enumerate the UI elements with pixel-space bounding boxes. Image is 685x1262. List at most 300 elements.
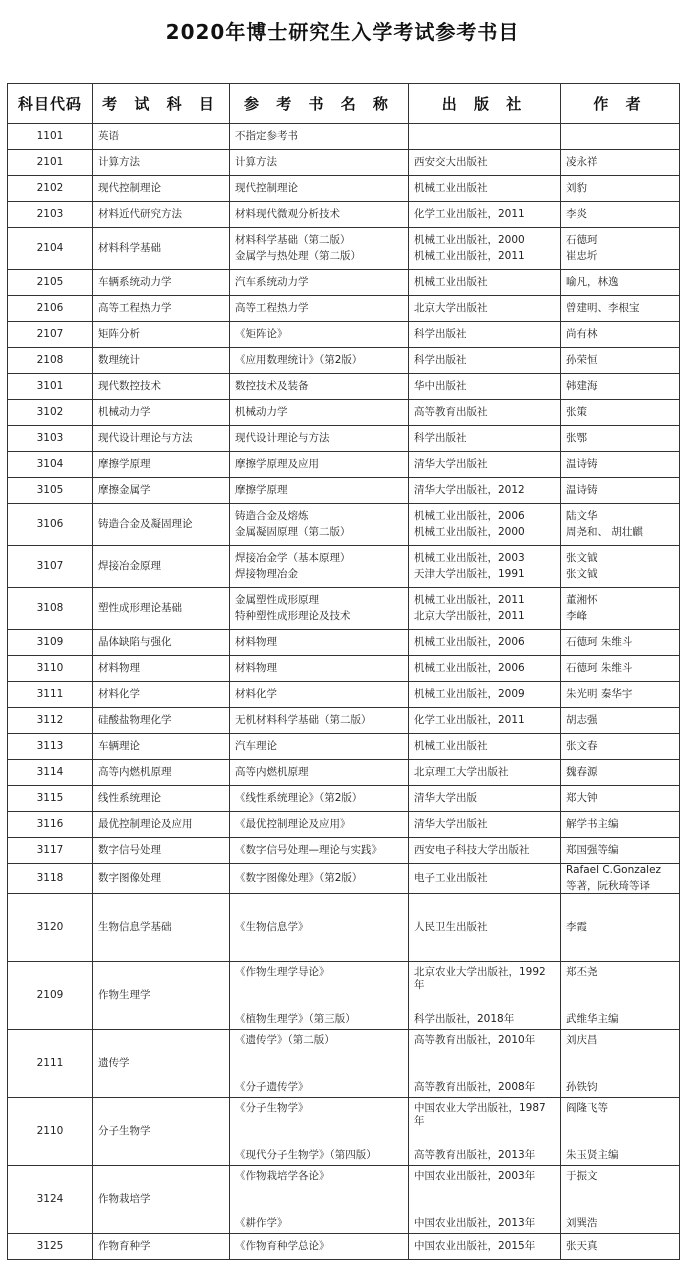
subject-name-cell: 晶体缺陷与强化 [93, 630, 230, 656]
table-row [8, 504, 680, 546]
publisher-cell [409, 1030, 561, 1098]
subject-code-cell: 2105 [8, 270, 93, 296]
publisher-line: 北京理工大学出版社 [414, 766, 509, 778]
book-title-cell [230, 322, 409, 348]
table-header-row [8, 84, 680, 124]
publisher-cell [409, 504, 561, 546]
book-line: 《最优控制理论及应用》 [235, 818, 351, 830]
author-line: 郑大钟 [566, 792, 598, 804]
book-line: 《数字信号处理—理论与实践》 [235, 844, 382, 856]
reference-book-table [7, 83, 680, 1260]
subject-code-cell: 3104 [8, 452, 93, 478]
table-row [8, 1030, 680, 1098]
subject-name-cell: 生物信息学基础 [93, 894, 230, 962]
author-cell [561, 588, 680, 630]
table-row [8, 1234, 680, 1260]
subject-code-cell: 2104 [8, 228, 93, 270]
table-row [8, 682, 680, 708]
author-cell [561, 202, 680, 228]
book-title-cell [230, 1030, 409, 1098]
publisher-cell [409, 708, 561, 734]
book-line: 材料物理 [235, 636, 277, 648]
book-title-cell [230, 962, 409, 1030]
book-line: 金属学与热处理（第二版） [235, 250, 361, 262]
publisher-line: 科学出版社，2018年 [414, 1012, 515, 1025]
subject-name-cell: 车辆理论 [93, 734, 230, 760]
publisher-line: 北京大学出版社，2011 [414, 610, 525, 622]
author-line: 于振文 [566, 1169, 598, 1182]
subject-name-cell: 作物生理学 [93, 962, 230, 1030]
publisher-cell [409, 452, 561, 478]
publisher-cell [409, 228, 561, 270]
publisher-line: 机械工业出版社 [414, 740, 488, 752]
book-line: 计算方法 [235, 156, 277, 168]
author-cell [561, 348, 680, 374]
book-line: 材料现代微观分析技术 [235, 208, 340, 220]
book-title-cell [230, 1098, 409, 1166]
subject-name-cell: 材料物理 [93, 656, 230, 682]
book-line: 《作物生理学导论》 [235, 965, 330, 978]
author-line: 张策 [566, 406, 587, 418]
publisher-cell [409, 1234, 561, 1260]
author-line: Rafael C.Gonzalez [566, 864, 662, 876]
table-row [8, 478, 680, 504]
book-title-cell [230, 812, 409, 838]
publisher-cell [409, 124, 561, 150]
book-title-cell [230, 894, 409, 962]
author-line: 李霞 [566, 921, 587, 933]
table-row [8, 1098, 680, 1166]
publisher-cell [409, 546, 561, 588]
author-line: 张鄂 [566, 432, 587, 444]
subject-code-cell: 2108 [8, 348, 93, 374]
table-row [8, 588, 680, 630]
book-title-cell [230, 150, 409, 176]
publisher-cell [409, 202, 561, 228]
subject-code-cell: 3113 [8, 734, 93, 760]
author-cell [561, 656, 680, 682]
publisher-line: 科学出版社 [414, 354, 467, 366]
author-cell [561, 1234, 680, 1260]
book-title-cell [230, 864, 409, 894]
author-cell [561, 504, 680, 546]
author-cell [561, 150, 680, 176]
book-line: 汽车系统动力学 [235, 276, 309, 288]
author-cell [561, 426, 680, 452]
author-line: 解学书主编 [566, 818, 619, 830]
author-cell [561, 864, 680, 894]
subject-code-cell: 2103 [8, 202, 93, 228]
publisher-line: 机械工业出版社，2011 [414, 250, 525, 262]
author-cell [561, 452, 680, 478]
subject-code-cell: 3108 [8, 588, 93, 630]
subject-code-cell: 2111 [8, 1030, 93, 1098]
subject-name-cell: 高等内燃机原理 [93, 760, 230, 786]
author-cell [561, 786, 680, 812]
publisher-cell [409, 894, 561, 962]
table-row [8, 296, 680, 322]
table-row [8, 546, 680, 588]
table-row [8, 786, 680, 812]
author-cell [561, 124, 680, 150]
table-row [8, 864, 680, 894]
subject-code-cell: 1101 [8, 124, 93, 150]
author-cell [561, 322, 680, 348]
subject-name-cell: 矩阵分析 [93, 322, 230, 348]
publisher-cell [409, 962, 561, 1030]
subject-name-cell: 摩擦金属学 [93, 478, 230, 504]
book-line: 《矩阵论》 [235, 328, 288, 340]
subject-code-cell: 3116 [8, 812, 93, 838]
table-row [8, 150, 680, 176]
publisher-line: 高等教育出版社，2008年 [414, 1080, 536, 1093]
book-title-cell [230, 1234, 409, 1260]
book-title-cell [230, 426, 409, 452]
subject-name-cell: 计算方法 [93, 150, 230, 176]
subject-code-cell: 3112 [8, 708, 93, 734]
author-cell [561, 734, 680, 760]
table-body [8, 124, 680, 1260]
publisher-line: 机械工业出版社，2000 [414, 234, 525, 246]
subject-name-cell: 分子生物学 [93, 1098, 230, 1166]
subject-code-cell: 3107 [8, 546, 93, 588]
book-line: 材料科学基础（第二版） [235, 234, 351, 246]
header-subject: 考 试 科 目 [93, 84, 230, 124]
publisher-line: 机械工业出版社 [414, 182, 488, 194]
table-row [8, 812, 680, 838]
book-line: 《线性系统理论》（第2版） [235, 792, 363, 804]
book-title-cell [230, 838, 409, 864]
book-title-cell [230, 202, 409, 228]
book-line: 机械动力学 [235, 406, 288, 418]
book-line: 现代控制理论 [235, 182, 298, 194]
book-title-cell [230, 546, 409, 588]
subject-code-cell: 3118 [8, 864, 93, 894]
author-line: 石德珂 朱维斗 [566, 636, 633, 648]
publisher-cell [409, 588, 561, 630]
author-cell [561, 478, 680, 504]
book-title-cell [230, 630, 409, 656]
publisher-line: 天津大学出版社，1991 [414, 568, 525, 580]
book-title-cell [230, 682, 409, 708]
book-line: 《遗传学》（第二版） [235, 1033, 335, 1046]
author-line: 陆文华 [566, 510, 598, 522]
author-line: 温诗铸 [566, 458, 598, 470]
subject-code-cell: 3111 [8, 682, 93, 708]
subject-code-cell: 2106 [8, 296, 93, 322]
subject-name-cell: 作物育种学 [93, 1234, 230, 1260]
book-line: 《应用数理统计》（第2版） [235, 354, 363, 366]
publisher-line: 清华大学出版社 [414, 458, 488, 470]
subject-code-cell: 3120 [8, 894, 93, 962]
table-row [8, 270, 680, 296]
author-cell [561, 1098, 680, 1166]
publisher-line: 北京农业大学出版社，1992年 [414, 965, 546, 991]
author-line: 张文钺 [566, 552, 598, 564]
subject-code-cell: 3114 [8, 760, 93, 786]
author-line: 孙铁钧 [566, 1080, 598, 1093]
table-row [8, 760, 680, 786]
publisher-line: 中国农业出版社，2015年 [414, 1240, 536, 1252]
author-cell [561, 270, 680, 296]
book-line: 高等内燃机原理 [235, 766, 309, 778]
table-row [8, 734, 680, 760]
publisher-line: 高等教育出版社 [414, 406, 488, 418]
subject-name-cell: 铸造合金及凝固理论 [93, 504, 230, 546]
subject-name-cell: 数字图像处理 [93, 864, 230, 894]
subject-code-cell: 3125 [8, 1234, 93, 1260]
subject-code-cell: 3109 [8, 630, 93, 656]
publisher-line: 清华大学出版社，2012 [414, 484, 525, 496]
author-cell [561, 546, 680, 588]
subject-name-cell: 英语 [93, 124, 230, 150]
book-line: 《生物信息学》 [235, 921, 309, 933]
publisher-line: 科学出版社 [414, 328, 467, 340]
publisher-line: 人民卫生出版社 [414, 921, 488, 933]
subject-name-cell: 材料化学 [93, 682, 230, 708]
subject-code-cell: 3106 [8, 504, 93, 546]
author-cell [561, 682, 680, 708]
publisher-cell [409, 682, 561, 708]
table-row [8, 962, 680, 1030]
subject-code-cell: 3105 [8, 478, 93, 504]
book-title-cell [230, 1166, 409, 1234]
author-line: 石德珂 朱维斗 [566, 662, 633, 674]
author-line: 张文钺 [566, 568, 598, 580]
publisher-line: 北京大学出版社 [414, 302, 488, 314]
publisher-cell [409, 322, 561, 348]
book-line: 《作物栽培学各论》 [235, 1169, 330, 1182]
header-book: 参 考 书 名 称 [230, 84, 409, 124]
book-title-cell [230, 270, 409, 296]
book-line: 现代设计理论与方法 [235, 432, 330, 444]
book-line: 汽车理论 [235, 740, 277, 752]
author-line: 魏春源 [566, 766, 598, 778]
author-line: 韩建海 [566, 380, 598, 392]
author-line: 温诗铸 [566, 484, 598, 496]
book-line: 铸造合金及熔炼 [235, 510, 309, 522]
subject-code-cell: 3124 [8, 1166, 93, 1234]
publisher-cell [409, 630, 561, 656]
book-title-cell [230, 708, 409, 734]
subject-code-cell: 2109 [8, 962, 93, 1030]
subject-code-cell: 2101 [8, 150, 93, 176]
publisher-line: 机械工业出版社 [414, 276, 488, 288]
subject-name-cell: 现代数控技术 [93, 374, 230, 400]
table-row [8, 322, 680, 348]
publisher-cell [409, 812, 561, 838]
book-line: 摩擦学原理及应用 [235, 458, 319, 470]
publisher-line: 机械工业出版社，2003 [414, 552, 525, 564]
book-title-cell [230, 228, 409, 270]
subject-code-cell: 3110 [8, 656, 93, 682]
publisher-cell [409, 656, 561, 682]
publisher-line: 化学工业出版社，2011 [414, 208, 525, 220]
table-row [8, 348, 680, 374]
subject-code-cell: 3102 [8, 400, 93, 426]
book-line: 焊接物理冶金 [235, 568, 298, 580]
book-line: 材料物理 [235, 662, 277, 674]
subject-name-cell: 作物栽培学 [93, 1166, 230, 1234]
book-title-cell [230, 176, 409, 202]
author-line: 朱光明 秦华宇 [566, 688, 633, 700]
book-line: 无机材料科学基础（第二版） [235, 714, 372, 726]
author-line: 孙荣恒 [566, 354, 598, 366]
author-line: 董湘怀 [566, 594, 598, 606]
author-line: 崔忠圻 [566, 250, 598, 262]
book-title-cell [230, 374, 409, 400]
book-line: 特种塑性成形理论及技术 [235, 610, 351, 622]
table-row [8, 202, 680, 228]
author-line: 周尧和、 胡壮麒 [566, 526, 643, 538]
publisher-line: 中国农业大学出版社，1987年 [414, 1101, 546, 1127]
header-code: 科目代码 [8, 84, 93, 124]
author-cell [561, 962, 680, 1030]
author-line: 阎隆飞等 [566, 1101, 608, 1114]
publisher-cell [409, 176, 561, 202]
subject-name-cell: 数理统计 [93, 348, 230, 374]
subject-name-cell: 塑性成形理论基础 [93, 588, 230, 630]
subject-name-cell: 高等工程热力学 [93, 296, 230, 322]
subject-name-cell: 硅酸盐物理化学 [93, 708, 230, 734]
subject-code-cell: 3103 [8, 426, 93, 452]
publisher-cell [409, 296, 561, 322]
publisher-line: 机械工业出版社，2011 [414, 594, 525, 606]
author-line: 胡志强 [566, 714, 598, 726]
subject-name-cell: 遗传学 [93, 1030, 230, 1098]
author-line: 李炎 [566, 208, 587, 220]
book-line: 金属塑性成形原理 [235, 594, 319, 606]
book-line: 《分子遗传学》 [235, 1080, 309, 1093]
author-cell [561, 630, 680, 656]
subject-name-cell: 车辆系统动力学 [93, 270, 230, 296]
book-title-cell [230, 656, 409, 682]
author-line: 等著，阮秋琦等译 [566, 880, 650, 892]
book-title-cell [230, 734, 409, 760]
table-row [8, 838, 680, 864]
publisher-cell [409, 150, 561, 176]
author-cell [561, 176, 680, 202]
author-line: 刘巽浩 [566, 1216, 598, 1229]
subject-name-cell: 数字信号处理 [93, 838, 230, 864]
subject-name-cell: 摩擦学原理 [93, 452, 230, 478]
publisher-cell [409, 1166, 561, 1234]
author-line: 郑国强等编 [566, 844, 619, 856]
table-row [8, 630, 680, 656]
book-line: 数控技术及装备 [235, 380, 309, 392]
publisher-line: 科学出版社 [414, 432, 467, 444]
subject-code-cell: 2110 [8, 1098, 93, 1166]
author-line: 朱玉贤主编 [566, 1148, 619, 1161]
publisher-cell [409, 400, 561, 426]
subject-name-cell: 现代控制理论 [93, 176, 230, 202]
author-cell [561, 374, 680, 400]
author-line: 凌永祥 [566, 156, 598, 168]
book-line: 焊接冶金学（基本原理） [235, 552, 351, 564]
publisher-line: 机械工业出版社，2009 [414, 688, 525, 700]
author-line: 曾建明、李根宝 [566, 302, 640, 314]
publisher-cell [409, 786, 561, 812]
subject-name-cell: 机械动力学 [93, 400, 230, 426]
publisher-cell [409, 270, 561, 296]
author-cell [561, 296, 680, 322]
author-cell [561, 894, 680, 962]
subject-code-cell: 2102 [8, 176, 93, 202]
author-cell [561, 708, 680, 734]
author-line: 郑丕尧 [566, 965, 598, 978]
author-line: 李峰 [566, 610, 587, 622]
author-cell [561, 400, 680, 426]
book-title-cell [230, 296, 409, 322]
book-title-cell [230, 124, 409, 150]
book-line: 《数字图像处理》（第2版） [235, 872, 363, 884]
publisher-cell [409, 426, 561, 452]
book-line: 《作物育种学总论》 [235, 1240, 330, 1252]
book-title-cell [230, 348, 409, 374]
publisher-line: 西安交大出版社 [414, 156, 488, 168]
publisher-cell [409, 478, 561, 504]
publisher-line: 中国农业出版社，2003年 [414, 1169, 536, 1182]
book-title-cell [230, 452, 409, 478]
publisher-cell [409, 838, 561, 864]
author-cell [561, 812, 680, 838]
book-line: 高等工程热力学 [235, 302, 309, 314]
table-row [8, 894, 680, 962]
book-line: 《耕作学》 [235, 1216, 288, 1229]
subject-code-cell: 3101 [8, 374, 93, 400]
table-row [8, 228, 680, 270]
book-title-cell [230, 760, 409, 786]
table-row [8, 1166, 680, 1234]
publisher-cell [409, 734, 561, 760]
publisher-line: 清华大学出版社 [414, 818, 488, 830]
publisher-cell [409, 374, 561, 400]
book-line: 《分子生物学》 [235, 1101, 309, 1114]
author-cell [561, 228, 680, 270]
publisher-line: 高等教育出版社，2010年 [414, 1033, 536, 1046]
table-row [8, 426, 680, 452]
subject-code-cell: 2107 [8, 322, 93, 348]
table-row [8, 708, 680, 734]
publisher-cell [409, 1098, 561, 1166]
author-line: 张天真 [566, 1240, 598, 1252]
publisher-line: 中国农业出版社，2013年 [414, 1216, 536, 1229]
book-title-cell [230, 400, 409, 426]
publisher-line: 机械工业出版社，2006 [414, 636, 525, 648]
subject-code-cell: 3115 [8, 786, 93, 812]
author-line: 张文春 [566, 740, 598, 752]
author-cell [561, 760, 680, 786]
publisher-line: 化学工业出版社，2011 [414, 714, 525, 726]
publisher-line: 机械工业出版社，2006 [414, 662, 525, 674]
publisher-line: 清华大学出版 [414, 792, 477, 804]
book-line: 《植物生理学》（第三版） [235, 1012, 356, 1025]
page-title: 2020年博士研究生入学考试参考书目 [165, 20, 520, 44]
book-line: 《现代分子生物学》（第四版） [235, 1148, 377, 1161]
book-line: 金属凝固原理（第二版） [235, 526, 351, 538]
subject-name-cell: 材料科学基础 [93, 228, 230, 270]
subject-name-cell: 最优控制理论及应用 [93, 812, 230, 838]
book-title-cell [230, 478, 409, 504]
publisher-line: 机械工业出版社，2000 [414, 526, 525, 538]
header-author: 作 者 [561, 84, 680, 124]
book-line: 材料化学 [235, 688, 277, 700]
publisher-line: 高等教育出版社，2013年 [414, 1148, 536, 1161]
book-line: 不指定参考书 [235, 130, 298, 142]
book-title-cell [230, 786, 409, 812]
publisher-cell [409, 760, 561, 786]
publisher-cell [409, 864, 561, 894]
